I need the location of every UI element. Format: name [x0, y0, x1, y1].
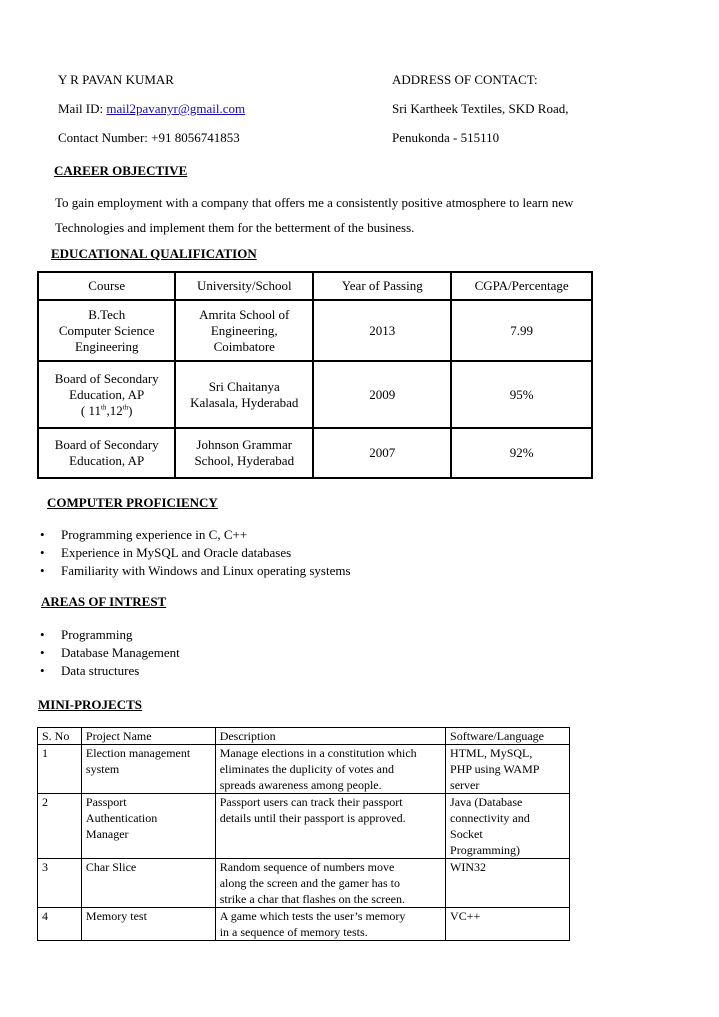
- career-objective-line-1: To gain employment with a company that offers me a consistently positive atmosphere to learn new: [55, 195, 574, 210]
- school-cell: [175, 361, 313, 428]
- list-item: • Database Management: [40, 645, 180, 660]
- cell-line: School, Hyderabad: [194, 453, 295, 468]
- cell-line: Coimbatore: [213, 338, 275, 354]
- column-header: University/School: [175, 272, 313, 300]
- column-header: Course: [38, 272, 175, 300]
- career-objective-line-2: Technologies and implement them for the betterment of the business.: [55, 220, 415, 235]
- table-row: [38, 300, 592, 361]
- email-link[interactable]: mail2pavanyr@gmail.com: [106, 101, 246, 116]
- class-range: ( 11th,12th): [80, 402, 133, 418]
- bullet-icon: •: [40, 527, 45, 542]
- description-cell: A game which tests the user’s memory in a sequence of memory tests.: [215, 908, 445, 941]
- course-cell: [38, 361, 175, 428]
- table-row: [38, 908, 570, 941]
- year-cell: 2007: [313, 428, 451, 478]
- description-cell: Passport users can track their passport details until their passport is approved.: [215, 794, 445, 859]
- cell-line: Johnson Grammar: [196, 437, 293, 452]
- bullet-icon: •: [40, 645, 45, 660]
- serial-cell: 3: [38, 859, 82, 908]
- score-cell: 7.99: [451, 300, 592, 361]
- course-cell: [38, 300, 175, 361]
- description-cell: Manage elections in a constitution which eliminates the duplicity of votes and spreads awareness among people.: [215, 745, 445, 794]
- bullet-icon: •: [40, 663, 45, 678]
- list-item: • Experience in MySQL and Oracle databases: [40, 545, 292, 560]
- course-cell: [38, 428, 175, 478]
- table-row: [38, 428, 592, 478]
- candidate-name: Y R PAVAN KUMAR: [58, 72, 174, 87]
- computer-proficiency-list: [40, 526, 351, 580]
- project-name-cell: Char Slice: [81, 859, 215, 908]
- projects-header-row: [38, 728, 570, 745]
- column-header: CGPA/Percentage: [451, 272, 592, 300]
- areas-of-interest-list: [40, 626, 180, 680]
- cell-line: Engineering,: [210, 322, 278, 338]
- cell-line: Education, AP: [69, 386, 145, 402]
- address-heading: ADDRESS OF CONTACT:: [392, 72, 538, 87]
- cell-line: Kalasala, Hyderabad: [190, 394, 299, 410]
- column-header: Project Name: [81, 728, 215, 745]
- table-row: [38, 361, 592, 428]
- table-row: [38, 745, 570, 794]
- cell-line: Amrita School of: [199, 306, 290, 322]
- school-cell: [175, 300, 313, 361]
- school-cell: [175, 428, 313, 478]
- areas-of-interest-heading: AREAS OF INTREST: [41, 594, 167, 609]
- column-header: Description: [215, 728, 445, 745]
- list-item: • Data structures: [40, 663, 140, 678]
- education-header-row: [38, 272, 592, 300]
- education-heading: EDUCATIONAL QUALIFICATION: [51, 246, 257, 261]
- bullet-icon: •: [40, 563, 45, 578]
- cell-line: Computer Science: [58, 322, 155, 338]
- project-name-cell: Election management system: [81, 745, 215, 794]
- cell-line: Engineering: [74, 338, 139, 354]
- computer-proficiency-heading: COMPUTER PROFICIENCY: [47, 495, 218, 510]
- bullet-icon: •: [40, 545, 45, 560]
- column-header: Software/Language: [446, 728, 570, 745]
- table-row: [38, 859, 570, 908]
- mail-label: Mail ID:: [58, 101, 107, 116]
- column-header: Year of Passing: [313, 272, 451, 300]
- career-objective-heading: CAREER OBJECTIVE: [54, 163, 188, 178]
- score-cell: 92%: [451, 428, 592, 478]
- cell-line: Education, AP: [69, 453, 145, 468]
- address-line-2: Penukonda - 515110: [392, 130, 500, 145]
- software-cell: HTML, MySQL, PHP using WAMP server: [446, 745, 570, 794]
- list-item: • Programming experience in C, C++: [40, 527, 248, 542]
- year-cell: 2009: [313, 361, 451, 428]
- cell-line: Board of Secondary: [54, 370, 159, 386]
- mini-projects-heading: MINI-PROJECTS: [38, 697, 143, 712]
- column-header: S. No: [38, 728, 82, 745]
- score-cell: 95%: [451, 361, 592, 428]
- project-name-cell: Passport Authentication Manager: [81, 794, 215, 859]
- mini-projects-table: [37, 727, 570, 941]
- cell-line: B.Tech: [88, 306, 126, 322]
- education-table: [37, 271, 593, 479]
- serial-cell: 1: [38, 745, 82, 794]
- project-name-cell: Memory test: [81, 908, 215, 941]
- year-cell: 2013: [313, 300, 451, 361]
- description-cell: Random sequence of numbers move along the screen and the gamer has to strike a char that flashes on the screen.: [215, 859, 445, 908]
- cell-line: Board of Secondary: [54, 437, 159, 452]
- list-item: • Familiarity with Windows and Linux operating systems: [40, 563, 351, 578]
- serial-cell: 4: [38, 908, 82, 941]
- table-row: [38, 794, 570, 859]
- software-cell: WIN32: [446, 859, 570, 908]
- address-line-1: Sri Kartheek Textiles, SKD Road,: [392, 101, 569, 116]
- mail-line: [58, 101, 245, 117]
- contact-number: Contact Number: +91 8056741853: [58, 130, 240, 145]
- serial-cell: 2: [38, 794, 82, 859]
- cell-line: Sri Chaitanya: [208, 378, 280, 394]
- software-cell: VC++: [446, 908, 570, 941]
- bullet-icon: •: [40, 627, 45, 642]
- software-cell: Java (Database connectivity and Socket Programming): [446, 794, 570, 859]
- list-item: • Programming: [40, 627, 133, 642]
